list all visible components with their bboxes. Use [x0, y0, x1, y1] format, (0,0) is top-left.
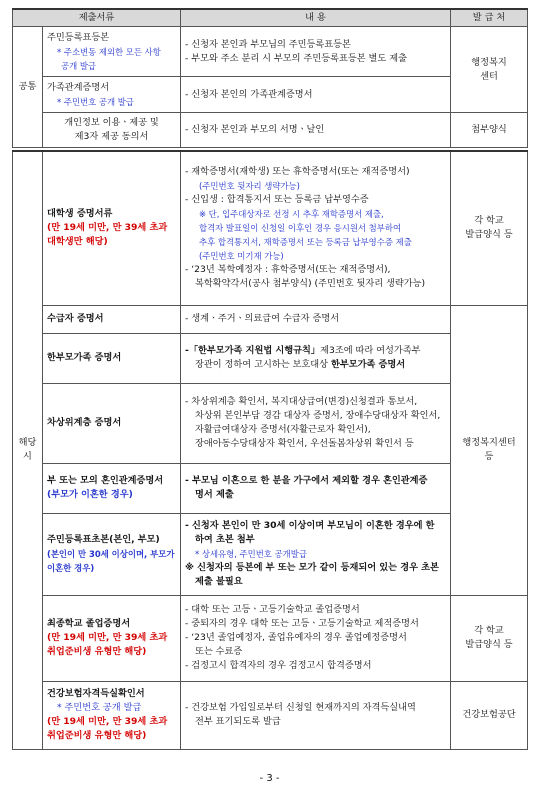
content-line: 한부모가족 증명서 [330, 359, 406, 370]
content-cell [181, 305, 451, 333]
content-line: - 신청자 본인과 부모님의 주민등록표등본 [185, 38, 351, 50]
content-line: 또는 수료증 [195, 646, 243, 657]
table-row [13, 681, 528, 749]
content-line: - 대학 또는 고등ㆍ고등기술학교 졸업증명서 [185, 604, 360, 615]
issuer-line: 발급양식 등 [465, 229, 513, 241]
content-line: - ‘23년 복학예정자 : 휴학증명서(또는 재적증명서), [185, 264, 391, 276]
content-line: (주민번호 뒷자리 생략가능) [199, 181, 300, 192]
content-line: - 부모님 이혼으로 한 분을 가구에서 제외할 경우 혼인관계증 [185, 475, 428, 486]
content-line: 복학확약각서(공사 첨부양식) (주민번호 뒷자리 생략가능) [195, 278, 426, 290]
doc-cell [43, 513, 181, 595]
content-line: - 신입생 : 합격통지서 또는 등록금 납부영수증 [185, 194, 369, 206]
doc-condition: (만 19세 미만, 만 39세 초과 [47, 222, 168, 234]
content-line: - 건강보험 가입일로부터 신청일 현재까지의 자격득실내역 [185, 702, 416, 713]
content-line: 제3조에 따라 여성가족부 [320, 345, 421, 356]
content-line: 차상위 본인부담 경감 대상자 증명서, 장애수당대상자 확인서, [195, 410, 441, 421]
content-line: 합격자 발표일이 신청일 이후인 경우 응시원서 첨부하여 [199, 223, 402, 234]
content-line: 하여 초본 첨부 [195, 534, 255, 545]
page-number: - 3 - [259, 773, 280, 784]
content-line: - 검정고시 합격자의 경우 검정고시 합격증명서 [185, 660, 372, 671]
header-docs: 제출서류 [13, 9, 181, 27]
content-line: - ‘23년 졸업예정자, 졸업유예자의 경우 졸업예정증명서 [185, 632, 407, 643]
doc-cell [43, 681, 181, 749]
content-cell [181, 151, 451, 305]
doc-title: 대학생 증명서류 [47, 208, 113, 220]
content-line: - 차상위계층 확인서, 복지대상급여(변경)신청결과 통보서, [185, 396, 418, 407]
table-row [13, 383, 528, 463]
doc-note: 공개 발급 [61, 60, 97, 71]
doc-condition: 취업준비생 유형만 해당) [47, 730, 147, 741]
doc-cell [43, 77, 181, 113]
doc-title: 한부모가족 증명서 [47, 352, 122, 363]
content-line: - 생계ㆍ주거ㆍ의료급여 수급자 증명서 [185, 313, 340, 324]
content-line: 장관이 정하여 고시하는 보호대상 [195, 359, 331, 370]
issuer-cell [451, 595, 528, 681]
doc-note: * 주민번호 공개 발급 [57, 96, 134, 107]
content-line: 추후 합격통지서, 재학증명서 또는 등록금 납부영수증 제출 [199, 237, 412, 248]
issuer-line: 센터 [480, 70, 498, 82]
content-cell [181, 27, 451, 77]
doc-title: 수급자 증명서 [47, 313, 104, 324]
content-warning: ※ 신청자의 등본에 부 또는 모가 같이 등재되어 있는 경우 초본 [185, 562, 439, 573]
doc-title: 부 또는 모의 혼인관계증명서 [47, 475, 164, 486]
content-line: 명서 제출 [195, 489, 234, 500]
doc-cell [43, 305, 181, 333]
doc-condition: (만 19세 미만, 만 39세 초과 [47, 632, 168, 643]
doc-cell [43, 383, 181, 463]
doc-condition: (부모가 이혼한 경우) [47, 489, 133, 500]
doc-title: 주민등록표등본 [47, 31, 110, 43]
content-line: - 신청자 본인과 부모의 서명ㆍ날인 [185, 124, 325, 135]
table-row [13, 305, 528, 333]
content-line: (주민번호 미기재 가능) [199, 251, 284, 262]
issuer-line: 각 학교 [474, 625, 504, 636]
issuer-cell [451, 27, 528, 113]
content-cell [181, 513, 451, 595]
content-cell [181, 463, 451, 513]
doc-cell [43, 463, 181, 513]
doc-cell [43, 151, 181, 305]
table-row [13, 595, 528, 681]
doc-condition: (만 19세 미만, 만 39세 초과 [47, 716, 168, 727]
issuer-cell: 건강보험공단 [451, 681, 528, 749]
issuer-line: 등 [484, 451, 494, 462]
issuer-cell [451, 305, 528, 595]
doc-title: 차상위계층 증명서 [47, 417, 122, 428]
table-row [13, 463, 528, 513]
issuer-cell [451, 151, 528, 305]
content-cell [181, 595, 451, 681]
doc-title: 제3자 제공 동의서 [74, 131, 149, 142]
table-row [13, 77, 528, 113]
table-row [13, 27, 528, 77]
doc-cell [43, 27, 181, 77]
doc-cell [43, 333, 181, 383]
content-cell [181, 333, 451, 383]
doc-title: 최종학교 졸업증명서 [47, 618, 131, 629]
header-row [13, 9, 528, 27]
header-content: 내 용 [181, 9, 451, 27]
doc-note: * 주소변동 제외한 모든 사항 [57, 46, 161, 57]
doc-title: 가족관계증명서 [47, 81, 110, 93]
doc-note: * 주민번호 공개 발급 [57, 702, 142, 713]
issuer-cell: 첨부양식 [451, 113, 528, 148]
common-documents-table [12, 8, 528, 148]
content-warning: 제출 불필요 [195, 576, 243, 587]
doc-cell [43, 113, 181, 148]
content-line: 자활급여대상자 증명서(자활근로자 확인서), [195, 424, 371, 435]
doc-condition: 대학생만 해당) [47, 236, 108, 248]
content-line: ※ 단, 입주대상자로 선정 시 추후 재학증명서 제출, [199, 209, 384, 220]
doc-cell [43, 595, 181, 681]
doc-condition: 취업준비생 유형만 해당) [47, 646, 147, 657]
doc-title: 건강보험자격득실확인서 [47, 688, 145, 699]
doc-title: 주민등록표초본(본인, 부모) [47, 534, 160, 545]
content-cell [181, 77, 451, 113]
content-cell [181, 383, 451, 463]
content-line: -「한부모가족 지원법 시행규칙」 [185, 345, 321, 356]
issuer-line: 행정복지센터 [462, 437, 516, 448]
content-line: - 신청자 본인이 만 30세 이상이며 부모님이 이혼한 경우에 한 [185, 520, 435, 531]
issuer-line: 행정복지 [471, 56, 507, 68]
content-cell [181, 681, 451, 749]
group-label-common: 공통 [13, 27, 43, 148]
header-issuer: 발 급 처 [451, 9, 528, 27]
content-line: - 재학증명서(재학생) 또는 휴학증명서(또는 재적증명서) [185, 166, 410, 178]
content-cell [181, 113, 451, 148]
table-row [13, 333, 528, 383]
table-row [13, 151, 528, 305]
content-line: - 부모와 주소 분리 시 부모의 주민등록표등본 별도 제출 [185, 52, 407, 64]
content-line: 장애아동수당대상자 확인서, 우선돌봄차상위 확인서 등 [195, 438, 414, 449]
group-label-conditional: 해당시 [13, 151, 43, 749]
table-row [13, 113, 528, 148]
content-line: - 중퇴자의 경우 대학 또는 고등ㆍ고등기술학교 제적증명서 [185, 618, 419, 629]
content-note: * 상세유형, 주민번호 공개발급 [195, 549, 307, 559]
doc-title: 개인정보 이용ㆍ제공 및 [64, 117, 159, 128]
doc-condition: (본인이 만 30세 이상이며, 부모가 [47, 549, 175, 559]
content-line: 전부 표기되도록 발급 [195, 716, 281, 727]
issuer-line: 발급양식 등 [465, 639, 513, 650]
content-line: - 신청자 본인의 가족관계증명서 [185, 88, 313, 100]
issuer-line: 각 학교 [474, 215, 504, 227]
doc-condition: 이혼한 경우) [47, 563, 95, 573]
table-row [13, 513, 528, 595]
conditional-documents-table [12, 150, 528, 750]
